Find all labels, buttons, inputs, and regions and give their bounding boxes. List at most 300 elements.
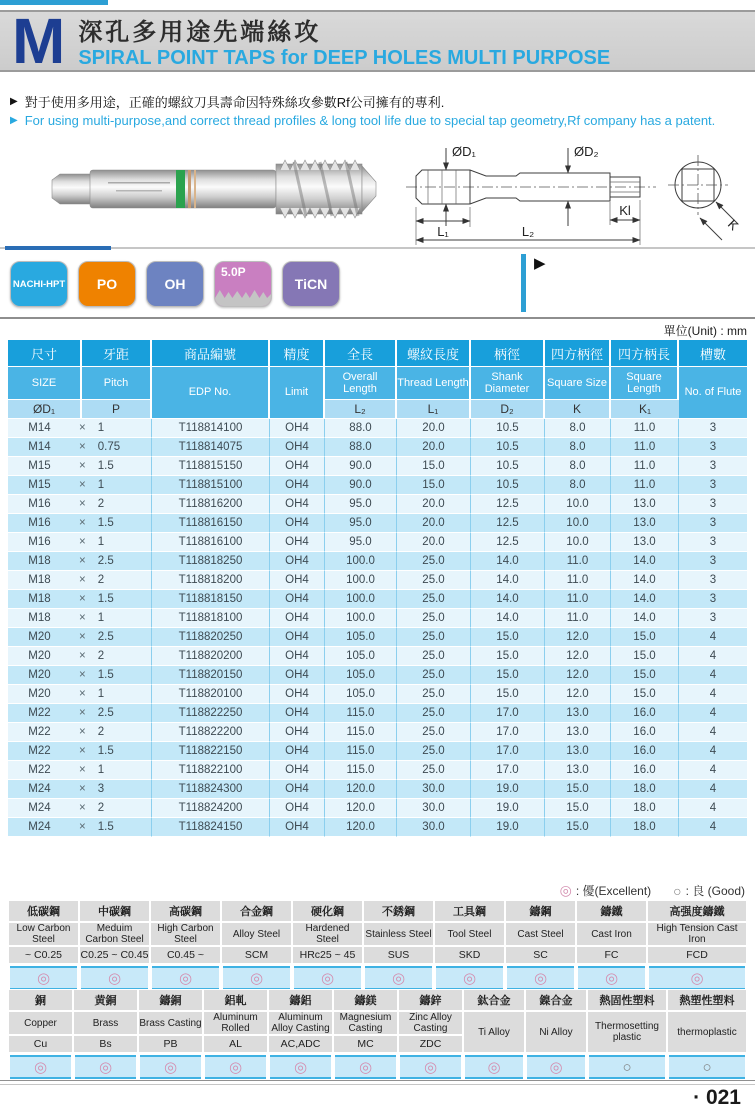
pitch-value: 3 (97, 783, 105, 795)
shank-diameter-cell: 14.0 (471, 552, 545, 571)
badge-label: NACHI-HPT (12, 278, 66, 290)
material-name-en: thermoplastic (667, 1011, 747, 1053)
shank-diameter-cell: 14.0 (471, 571, 545, 590)
pitch-value: 2.5 (97, 707, 114, 719)
material-name-en: Thermosetting plastic (587, 1011, 667, 1053)
tap-product-photo (8, 134, 398, 251)
flute-count-cell: 4 (679, 628, 747, 647)
tap-photo-graphic (8, 134, 398, 246)
size-value: M22 (28, 764, 51, 776)
thread-length-cell: 25.0 (397, 647, 471, 666)
copper-ring (194, 170, 196, 208)
size-pitch-cell (8, 533, 152, 552)
col-header-flute-cn: 槽數 (679, 340, 747, 367)
limit-cell: OH4 (270, 419, 325, 438)
edp-no-cell: T118814075 (152, 438, 270, 457)
multiply-sign: × (78, 479, 86, 491)
edp-no-cell: T118820200 (152, 647, 270, 666)
col-header-thread-en: Thread Length (397, 367, 471, 400)
multiply-sign: × (78, 764, 86, 776)
overall-length-cell: 105.0 (325, 666, 397, 685)
pitch-value: 1.5 (97, 593, 114, 605)
shank-diameter-cell: 10.5 (471, 438, 545, 457)
flute-count-cell: 3 (679, 476, 747, 495)
feature-bullet-en (10, 113, 715, 128)
square-length-cell: 18.0 (611, 780, 679, 799)
size-pitch-inner (8, 479, 151, 491)
thread-length-cell: 20.0 (397, 514, 471, 533)
material-name-en: Cast Steel (505, 922, 576, 946)
material-row-rating (8, 964, 747, 990)
pitch-value: 0.75 (97, 441, 121, 453)
material-name-cn: 中碳鋼 (79, 900, 150, 922)
square-length-cell: 18.0 (611, 818, 679, 837)
material-name-en: Hardened Steel (292, 922, 363, 946)
square-length-cell: 16.0 (611, 742, 679, 761)
header-row-symbol (8, 400, 747, 419)
multiply-sign: × (78, 441, 86, 453)
badge-row (10, 261, 340, 307)
flute-count-cell: 4 (679, 780, 747, 799)
edp-no-cell: T118824200 (152, 799, 270, 818)
multiply-sign: × (78, 669, 86, 681)
multiply-sign: × (78, 574, 86, 586)
multiply-sign: × (78, 612, 86, 624)
material-code: SC (505, 946, 576, 964)
thread-length-cell: 20.0 (397, 419, 471, 438)
edp-no-cell: T118814100 (152, 419, 270, 438)
thread-length-cell: 25.0 (397, 742, 471, 761)
material-name-cn: 鑄鋅 (398, 989, 463, 1011)
square-length-cell: 14.0 (611, 552, 679, 571)
l1-label: L₁ (437, 224, 449, 239)
rating-excellent: ◎ (150, 964, 221, 990)
square-length-cell: 13.0 (611, 514, 679, 533)
shank-diameter-cell: 12.5 (471, 533, 545, 552)
overall-length-cell: 100.0 (325, 571, 397, 590)
rating-excellent: ◎ (8, 964, 79, 990)
edp-no-cell: T118820250 (152, 628, 270, 647)
engraving-mark (116, 190, 162, 192)
rating-excellent: ◎ (292, 964, 363, 990)
col-header-shank-en: Shank Diameter (471, 367, 545, 400)
shank-diameter-cell: 10.5 (471, 457, 545, 476)
edp-no-cell: T118816150 (152, 514, 270, 533)
pitch-value: 1.5 (97, 821, 114, 833)
square-length-cell: 13.0 (611, 495, 679, 514)
square-length-cell: 11.0 (611, 438, 679, 457)
pitch-value: 1.5 (97, 745, 114, 757)
size-pitch-inner (8, 669, 151, 681)
bullet-triangle-icon: ▶ (10, 96, 18, 107)
material-name-en: Alloy Steel (221, 922, 292, 946)
overall-length-cell: 95.0 (325, 533, 397, 552)
col-header-edp-en: EDP No. (152, 367, 270, 419)
badge-oh (146, 261, 204, 307)
square-length-cell: 14.0 (611, 609, 679, 628)
limit-cell: OH4 (270, 742, 325, 761)
spec-row-m24x3 (8, 780, 747, 799)
col-header-size-cn: 尺寸 (8, 340, 82, 367)
size-pitch-cell (8, 647, 152, 666)
square-size-cell: 8.0 (545, 419, 611, 438)
rating-excellent: ◎ (398, 1053, 463, 1079)
size-value: M20 (28, 650, 51, 662)
rating-excellent: ◎ (505, 964, 576, 990)
thread-length-cell: 15.0 (397, 476, 471, 495)
flute-count-cell: 4 (679, 818, 747, 837)
size-pitch-cell (8, 457, 152, 476)
flute-count-cell: 3 (679, 495, 747, 514)
pitch-value: 2 (97, 498, 105, 510)
flute-count-cell: 3 (679, 571, 747, 590)
green-ring (176, 170, 185, 208)
size-pitch-inner (8, 802, 151, 814)
multiply-sign: × (78, 821, 86, 833)
shank-diameter-cell: 15.0 (471, 647, 545, 666)
material-code: SKD (434, 946, 505, 964)
flute-count-cell: 3 (679, 419, 747, 438)
square-size-cell: 11.0 (545, 590, 611, 609)
material-row-en (8, 1011, 747, 1035)
material-name-en: Aluminum Alloy Casting (268, 1011, 333, 1035)
size-pitch-inner (8, 593, 151, 605)
shank-diameter-cell: 19.0 (471, 818, 545, 837)
rating-excellent: ◎ (73, 1053, 138, 1079)
overall-length-cell: 105.0 (325, 647, 397, 666)
thread-length-cell: 25.0 (397, 571, 471, 590)
material-name-cn: 鑄鋼 (505, 900, 576, 922)
size-value: M24 (28, 783, 51, 795)
flute-count-cell: 4 (679, 704, 747, 723)
rating-good: ○ (667, 1053, 747, 1079)
limit-cell: OH4 (270, 666, 325, 685)
materials-table-steel (8, 900, 747, 990)
material-name-en: Low Carbon Steel (8, 922, 79, 946)
thread-length-cell: 30.0 (397, 799, 471, 818)
shank-diameter-cell: 17.0 (471, 723, 545, 742)
d2-label: ØD₂ (574, 144, 599, 159)
square-size-cell: 13.0 (545, 742, 611, 761)
limit-cell: OH4 (270, 533, 325, 552)
col-header-overall-cn: 全長 (325, 340, 397, 367)
rating-excellent: ◎ (434, 964, 505, 990)
dimension-drawing (398, 130, 750, 250)
square-size-cell: 8.0 (545, 438, 611, 457)
pitch-value: 1 (97, 612, 105, 624)
limit-cell: OH4 (270, 476, 325, 495)
col-header-edp-cn: 商品編號 (152, 340, 270, 367)
shank-diameter-cell: 19.0 (471, 799, 545, 818)
shank-diameter-cell: 10.5 (471, 419, 545, 438)
thread-length-cell: 25.0 (397, 590, 471, 609)
flute-count-cell: 3 (679, 514, 747, 533)
rating-excellent: ◎ (79, 964, 150, 990)
technical-drawing (398, 130, 750, 255)
col-symbol-sqlen: K₁ (611, 400, 679, 419)
thread-length-cell: 25.0 (397, 552, 471, 571)
material-name-cn: 鋁軋 (203, 989, 268, 1011)
size-pitch-cell (8, 799, 152, 818)
legend-good (673, 882, 745, 899)
col-header-sqsize-en: Square Size (545, 367, 611, 400)
size-pitch-inner (8, 783, 151, 795)
col-symbol-size: ØD₁ (8, 400, 82, 419)
size-pitch-inner (8, 650, 151, 662)
header-row-cn (8, 340, 747, 367)
shank-diameter-cell: 15.0 (471, 666, 545, 685)
thread-length-cell: 20.0 (397, 533, 471, 552)
flute-count-cell: 3 (679, 533, 747, 552)
material-code: MC (333, 1035, 398, 1053)
spec-row-m22x1.5 (8, 742, 747, 761)
col-header-overall-en: Overall Length (325, 367, 397, 400)
size-pitch-inner (8, 821, 151, 833)
square-length-cell: 15.0 (611, 666, 679, 685)
square-length-cell: 11.0 (611, 419, 679, 438)
size-pitch-cell (8, 552, 152, 571)
material-code: FCD (647, 946, 747, 964)
size-pitch-inner (8, 422, 151, 434)
flute-count-cell: 4 (679, 742, 747, 761)
series-letter: M (12, 4, 63, 77)
multiply-sign: × (78, 688, 86, 700)
material-name-cn: 鈦合金 (463, 989, 525, 1011)
rating-excellent: ◎ (463, 1053, 525, 1079)
col-header-size-en: SIZE (8, 367, 82, 400)
material-name-cn: 高碳鋼 (150, 900, 221, 922)
thread-profile-icon (215, 286, 271, 306)
tap-square-end (52, 174, 92, 204)
size-pitch-cell (8, 818, 152, 837)
material-name-en: Tool Steel (434, 922, 505, 946)
limit-cell: OH4 (270, 571, 325, 590)
pointer-triangle-icon: ▶ (534, 255, 546, 272)
limit-cell: OH4 (270, 685, 325, 704)
page-title-cn: 深孔多用途先端絲攻 (78, 19, 322, 46)
size-value: M18 (28, 593, 51, 605)
shank-diameter-cell: 17.0 (471, 761, 545, 780)
limit-cell: OH4 (270, 704, 325, 723)
pitch-value: 1 (97, 479, 105, 491)
spec-row-m14x1 (8, 419, 747, 438)
size-pitch-cell (8, 628, 152, 647)
size-value: M14 (28, 422, 51, 434)
pitch-value: 2.5 (97, 631, 114, 643)
overall-length-cell: 105.0 (325, 628, 397, 647)
size-value: M22 (28, 726, 51, 738)
col-symbol-overall: L₂ (325, 400, 397, 419)
col-header-shank-cn: 柄徑 (471, 340, 545, 367)
square-length-cell: 16.0 (611, 723, 679, 742)
material-name-en: Brass Casting (138, 1011, 203, 1035)
edp-no-cell: T118822250 (152, 704, 270, 723)
square-size-cell: 13.0 (545, 761, 611, 780)
d1-label: ØD₁ (452, 144, 476, 159)
size-pitch-inner (8, 726, 151, 738)
title-block (78, 12, 610, 70)
material-name-cn: 銅 (8, 989, 73, 1011)
shank-diameter-cell: 15.0 (471, 685, 545, 704)
limit-cell: OH4 (270, 609, 325, 628)
badge-label: OH (164, 276, 186, 292)
spec-row-m24x1.5 (8, 818, 747, 837)
edp-no-cell: T118815100 (152, 476, 270, 495)
material-row-cn (8, 900, 747, 922)
size-pitch-cell (8, 590, 152, 609)
multiply-sign: × (78, 650, 86, 662)
material-name-en: Brass (73, 1011, 138, 1035)
square-size-cell: 8.0 (545, 476, 611, 495)
pitch-value: 1 (97, 764, 105, 776)
square-length-cell: 16.0 (611, 761, 679, 780)
multiply-sign: × (78, 631, 86, 643)
material-code: HRc25 ~ 45 (292, 946, 363, 964)
square-size-cell: 10.0 (545, 533, 611, 552)
material-code: ~ C0.25 (8, 946, 79, 964)
section-divider (0, 247, 755, 249)
shank-diameter-cell: 17.0 (471, 704, 545, 723)
spec-row-m16x2 (8, 495, 747, 514)
excellent-label: : 優(Excellent) (575, 884, 652, 898)
spec-row-m24x2 (8, 799, 747, 818)
material-name-cn: 不銹鋼 (363, 900, 434, 922)
size-pitch-inner (8, 498, 151, 510)
square-length-cell: 15.0 (611, 647, 679, 666)
rating-excellent: ◎ (138, 1053, 203, 1079)
size-pitch-inner (8, 764, 151, 776)
limit-cell: OH4 (270, 438, 325, 457)
square-length-cell: 11.0 (611, 457, 679, 476)
thread-length-cell: 25.0 (397, 628, 471, 647)
copper-ring (188, 170, 191, 208)
material-code: AL (203, 1035, 268, 1053)
engraving-mark (108, 182, 170, 184)
size-value: M18 (28, 612, 51, 624)
shank-diameter-cell: 10.5 (471, 476, 545, 495)
good-symbol-icon: ○ (673, 882, 682, 899)
square-size-cell: 10.0 (545, 514, 611, 533)
accent-bar-left (5, 246, 111, 250)
spec-table (8, 340, 747, 837)
thread-length-cell: 20.0 (397, 438, 471, 457)
material-name-cn: 硬化鋼 (292, 900, 363, 922)
flute-count-cell: 3 (679, 552, 747, 571)
feature-text-en: For using multi-purpose,and correct thread profiles & long tool life due to special tap geometry,Rf company has a patent. (24, 113, 716, 128)
col-header-sqlen-en: Square Length (611, 367, 679, 400)
size-pitch-cell (8, 742, 152, 761)
pitch-value: 2 (97, 574, 105, 586)
spec-row-m16x1.5 (8, 514, 747, 533)
multiply-sign: × (78, 536, 86, 548)
edp-no-cell: T118820150 (152, 666, 270, 685)
shank-diameter-cell: 19.0 (471, 780, 545, 799)
size-value: M22 (28, 745, 51, 757)
material-name-en: Stainless Steel (363, 922, 434, 946)
material-code: ZDC (398, 1035, 463, 1053)
badge-label: TiCN (294, 276, 328, 292)
col-header-pitch-en: Pitch (82, 367, 152, 400)
material-name-en: Aluminum Rolled (203, 1011, 268, 1035)
edp-no-cell: T118820100 (152, 685, 270, 704)
material-code: C0.25 ~ C0.45 (79, 946, 150, 964)
square-size-cell: 8.0 (545, 457, 611, 476)
material-name-en: Magnesium Casting (333, 1011, 398, 1035)
material-name-cn: 鑄鎂 (333, 989, 398, 1011)
size-value: M15 (28, 479, 51, 491)
limit-cell: OH4 (270, 457, 325, 476)
flute-count-cell: 4 (679, 723, 747, 742)
overall-length-cell: 115.0 (325, 704, 397, 723)
pitch-value: 2 (97, 802, 105, 814)
tap-point (362, 166, 376, 212)
rating-excellent: ◎ (647, 964, 747, 990)
thread-length-cell: 25.0 (397, 704, 471, 723)
k-dim-line (700, 218, 722, 240)
thread-length-cell: 20.0 (397, 495, 471, 514)
spec-row-m20x2.5 (8, 628, 747, 647)
shank-diameter-cell: 12.5 (471, 514, 545, 533)
size-value: M22 (28, 707, 51, 719)
size-pitch-inner (8, 460, 151, 472)
material-name-cn: 熱固性塑料 (587, 989, 667, 1011)
shank-diameter-cell: 12.5 (471, 495, 545, 514)
overall-length-cell: 100.0 (325, 552, 397, 571)
material-code: SUS (363, 946, 434, 964)
col-header-limit-en: Limit (270, 367, 325, 419)
flute-count-cell: 4 (679, 761, 747, 780)
size-pitch-inner (8, 631, 151, 643)
square-length-cell: 18.0 (611, 799, 679, 818)
size-pitch-inner (8, 574, 151, 586)
size-pitch-cell (8, 609, 152, 628)
overall-length-cell: 90.0 (325, 476, 397, 495)
section-divider (0, 317, 755, 319)
size-value: M20 (28, 631, 51, 643)
pitch-value: 1.5 (97, 669, 114, 681)
col-header-sqlen-cn: 四方柄長 (611, 340, 679, 367)
square-size-cell: 12.0 (545, 685, 611, 704)
size-pitch-inner (8, 688, 151, 700)
square-length-cell: 16.0 (611, 704, 679, 723)
material-name-en: High Tension Cast Iron (647, 922, 747, 946)
pitch-value: 1.5 (97, 517, 114, 529)
material-name-en: Ti Alloy (463, 1011, 525, 1053)
thread-length-cell: 15.0 (397, 457, 471, 476)
square-length-cell: 15.0 (611, 628, 679, 647)
legend-excellent (560, 882, 652, 899)
size-pitch-inner (8, 745, 151, 757)
material-name-en: Copper (8, 1011, 73, 1035)
limit-cell: OH4 (270, 495, 325, 514)
badge-5-0p (214, 261, 272, 307)
thread-length-cell: 25.0 (397, 666, 471, 685)
limit-cell: OH4 (270, 818, 325, 837)
thread-length-cell: 25.0 (397, 723, 471, 742)
material-name-cn: 工具鋼 (434, 900, 505, 922)
material-name-en: High Carbon Steel (150, 922, 221, 946)
multiply-sign: × (78, 802, 86, 814)
spec-row-m16x1 (8, 533, 747, 552)
size-value: M18 (28, 574, 51, 586)
multiply-sign: × (78, 783, 86, 795)
multiply-sign: × (78, 460, 86, 472)
edp-no-cell: T118822200 (152, 723, 270, 742)
spec-row-m14x0.75 (8, 438, 747, 457)
feature-bullet-cn (10, 92, 444, 111)
overall-length-cell: 88.0 (325, 438, 397, 457)
size-pitch-cell (8, 761, 152, 780)
